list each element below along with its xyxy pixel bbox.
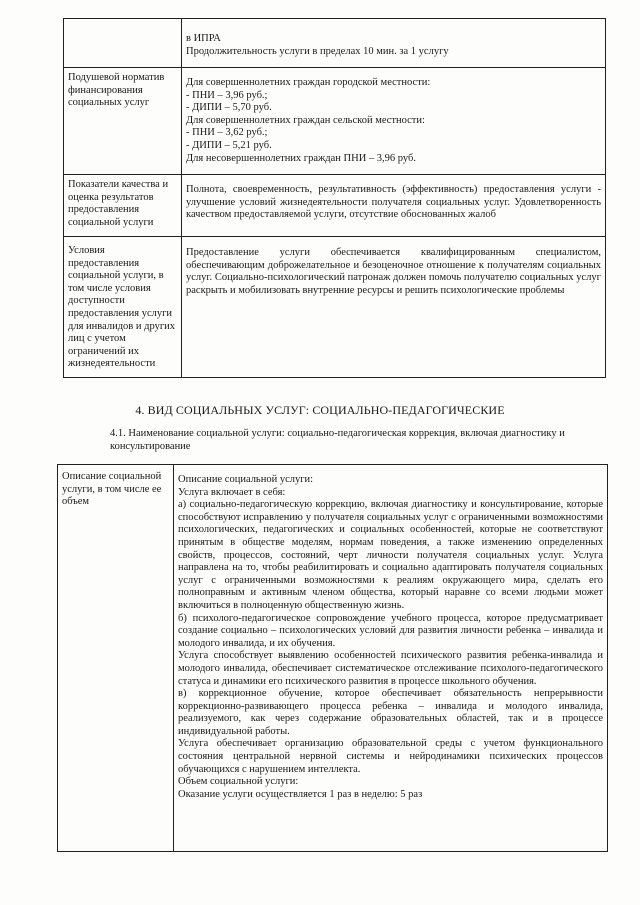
paragraph: Объем социальной услуги: (178, 776, 299, 788)
table-row (64, 19, 606, 68)
row-label: Показатели качества и оценка результатов предоставления социальной услуги (64, 175, 182, 237)
paragraph: Услуга включает в себя: (178, 486, 286, 498)
text-line: - ПНИ – 3,96 руб.; (186, 89, 268, 101)
section-heading: 4. ВИД СОЦИАЛЬНЫХ УСЛУГ: СОЦИАЛЬНО-ПЕДАГОГИЧЕСКИЕ (135, 403, 505, 417)
table-row (64, 68, 606, 175)
row-content: Предоставление услуги обеспечивается квалифицированным специалистом, обеспечивающим доброжелательное и безоценочное отношение к получателям социальных услуг. Социально-психологический патронаж должен помочь получателю социальных услуг раскрыть и мобилизовать внутренние ресурсы и решить психологические проблемы (182, 237, 606, 378)
row-label: Условия предоставления социальной услуги, в том числе условия доступности предоставления услуги для инвалидов и других лиц с учетом ограничений их жизнедеятельности (64, 237, 182, 378)
row-label: Подушевой норматив финансирования социальных услуг (64, 68, 182, 175)
paragraph: Услуга способствует выявлению особенностей психического развития ребенка-инвалида и молодого инвалида, обеспечивает систематическое отслеживание психолого-педагогического статуса и динамики его психического развития в процессе школьного обучения. (178, 650, 603, 687)
service-name-subheading: 4.1. Наименование социальной услуги: социально-педагогическая коррекция, включая диагностику и консультирование (110, 428, 565, 452)
text-line: Для несовершеннолетних граждан ПНИ – 3,96 руб. (186, 152, 416, 164)
row-label: Описание социальной услуги, в том числе ее объем (58, 465, 174, 852)
text-line: - ДИПИ – 5,21 руб. (186, 139, 272, 151)
text-line: Для совершеннолетних граждан городской местности: (186, 77, 431, 88)
row-content (182, 19, 606, 68)
row-label (64, 19, 182, 68)
service-description-table (57, 464, 608, 852)
row-content (182, 68, 606, 175)
text-line: Для совершеннолетних граждан сельской местности: (186, 114, 425, 126)
text-line: - ПНИ – 3,62 руб.; (186, 127, 268, 139)
table-row (58, 465, 608, 852)
row-content (174, 465, 608, 852)
text-line: - ДИПИ – 5,70 руб. (186, 102, 272, 114)
paragraph: Услуга обеспечивает организацию образовательной среды с учетом функционального состояния центральной нервной системы и нейродинамики психических процессов обучающихся с нарушением интеллекта. (178, 738, 603, 775)
paragraph: б) психолого-педагогическое сопровождение учебного процесса, которое предусматривает создание социально – психологических условий для развития личности ребенка – инвалида и молодого инвалида, и их обучения. (178, 612, 603, 649)
paragraph: в) коррекционное обучение, которое обеспечивает обязательность непрерывности коррекционно-развивающего процесса ребенка – инвалида и молодого инвалида, реализуемого, как через содержание образовательных областей, так и в процессе индивидуальной работы. (178, 688, 603, 737)
paragraph: а) социально-педагогическую коррекцию, включая диагностику и консультирование, которые способствуют исправлению у получателя социальных услуг с ограниченными возможностями психологических, педагогических и социальных особенностей, которые не соответствуют принятым в обществе моделям, нормам поведения, а также изменению определенных свойств, процессов, состояний, черт личности получателя социальных услуг. Услуга направлена на то, чтобы реабилитировать и социально адаптировать получателя социальных услуг с ограниченными возможностями к реалиям окружающего мира, сделать его полноправным и активным членом общества, который наравне со всеми людьми может включиться в полноценную общественную жизнь. (178, 499, 603, 611)
paragraph: Оказание услуги осуществляется 1 раз в неделю: 5 раз (178, 788, 423, 800)
table-row (64, 237, 606, 378)
text-line: в ИПРА (186, 33, 221, 44)
text-line: Продолжительность услуги в пределах 10 мин. за 1 услугу (186, 45, 449, 57)
table-row (64, 175, 606, 237)
paragraph: Описание социальной услуги: (178, 474, 314, 485)
services-table-continued (63, 18, 606, 378)
row-content: Полнота, своевременность, результативность (эффективность) предоставления услуги - улучшение условий жизнедеятельности получателя социальных услуг. Удовлетворенность качеством предоставляемой услуги, отсутствие обоснованных жалоб (182, 175, 606, 237)
